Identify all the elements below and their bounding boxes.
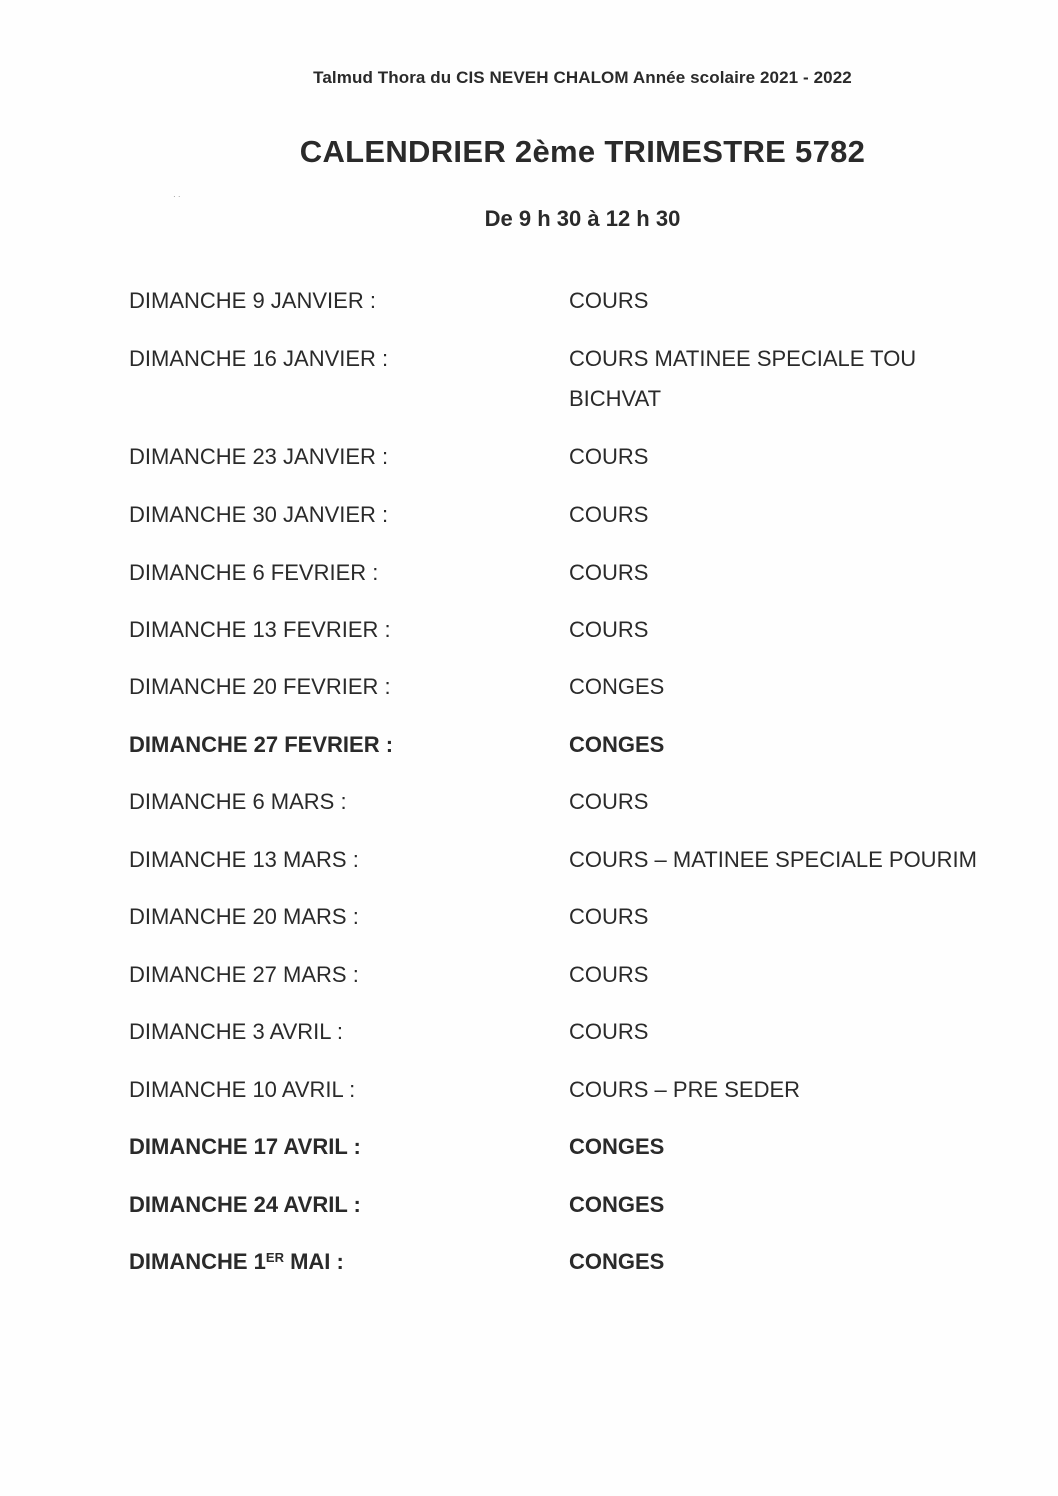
row-status: COURS [569,444,649,469]
row-date: DIMANCHE 9 JANVIER : [129,288,376,313]
row-status: COURS [569,502,649,527]
row-date: DIMANCHE 13 MARS : [129,847,359,872]
row-date [129,1242,344,1282]
row-date: DIMANCHE 24 AVRIL : [129,1192,361,1217]
row-date: DIMANCHE 17 AVRIL : [129,1134,361,1159]
row-status: COURS MATINEE SPECIALE TOU BICHVAT [569,346,917,411]
row-status: CONGES [569,674,665,699]
row-date: DIMANCHE 30 JANVIER : [129,502,389,527]
row-status: COURS [569,789,649,814]
row-status: COURS [569,617,649,642]
row-date: DIMANCHE 27 FEVRIER : [129,732,394,757]
row-status: COURS – MATINEE SPECIALE POURIM [569,847,977,872]
row-status: CONGES [569,1134,665,1159]
scan-speck: · · [173,192,181,201]
date-superscript: ER [265,1250,284,1265]
row-status: CONGES [569,1249,665,1274]
row-date: DIMANCHE 3 AVRIL : [129,1019,343,1044]
row-status: CONGES [569,732,665,757]
row-status: COURS [569,560,649,585]
row-date: DIMANCHE 27 MARS : [129,962,359,987]
hours-subtitle: De 9 h 30 à 12 h 30 [484,206,681,231]
row-date: DIMANCHE 10 AVRIL : [129,1077,356,1102]
row-date: DIMANCHE 6 FEVRIER : [129,560,379,585]
row-date: DIMANCHE 23 JANVIER : [129,444,389,469]
row-date: DIMANCHE 20 FEVRIER : [129,674,391,699]
row-date: DIMANCHE 20 MARS : [129,904,359,929]
school-header: Talmud Thora du CIS NEVEH CHALOM Année scolaire 2021 - 2022 [313,68,852,87]
row-status: COURS [569,1019,649,1044]
row-status: CONGES [569,1192,665,1217]
row-status: COURS – PRE SEDER [569,1077,801,1102]
row-status: COURS [569,288,649,313]
row-date: DIMANCHE 16 JANVIER : [129,346,389,371]
row-date: DIMANCHE 6 MARS : [129,789,347,814]
page-title: CALENDRIER 2ème TRIMESTRE 5782 [299,134,866,169]
row-date: DIMANCHE 13 FEVRIER : [129,617,391,642]
date-suffix: MAI : [283,1249,344,1274]
date-prefix: DIMANCHE 1 [129,1249,266,1274]
row-status: COURS [569,962,649,987]
row-status: COURS [569,904,649,929]
